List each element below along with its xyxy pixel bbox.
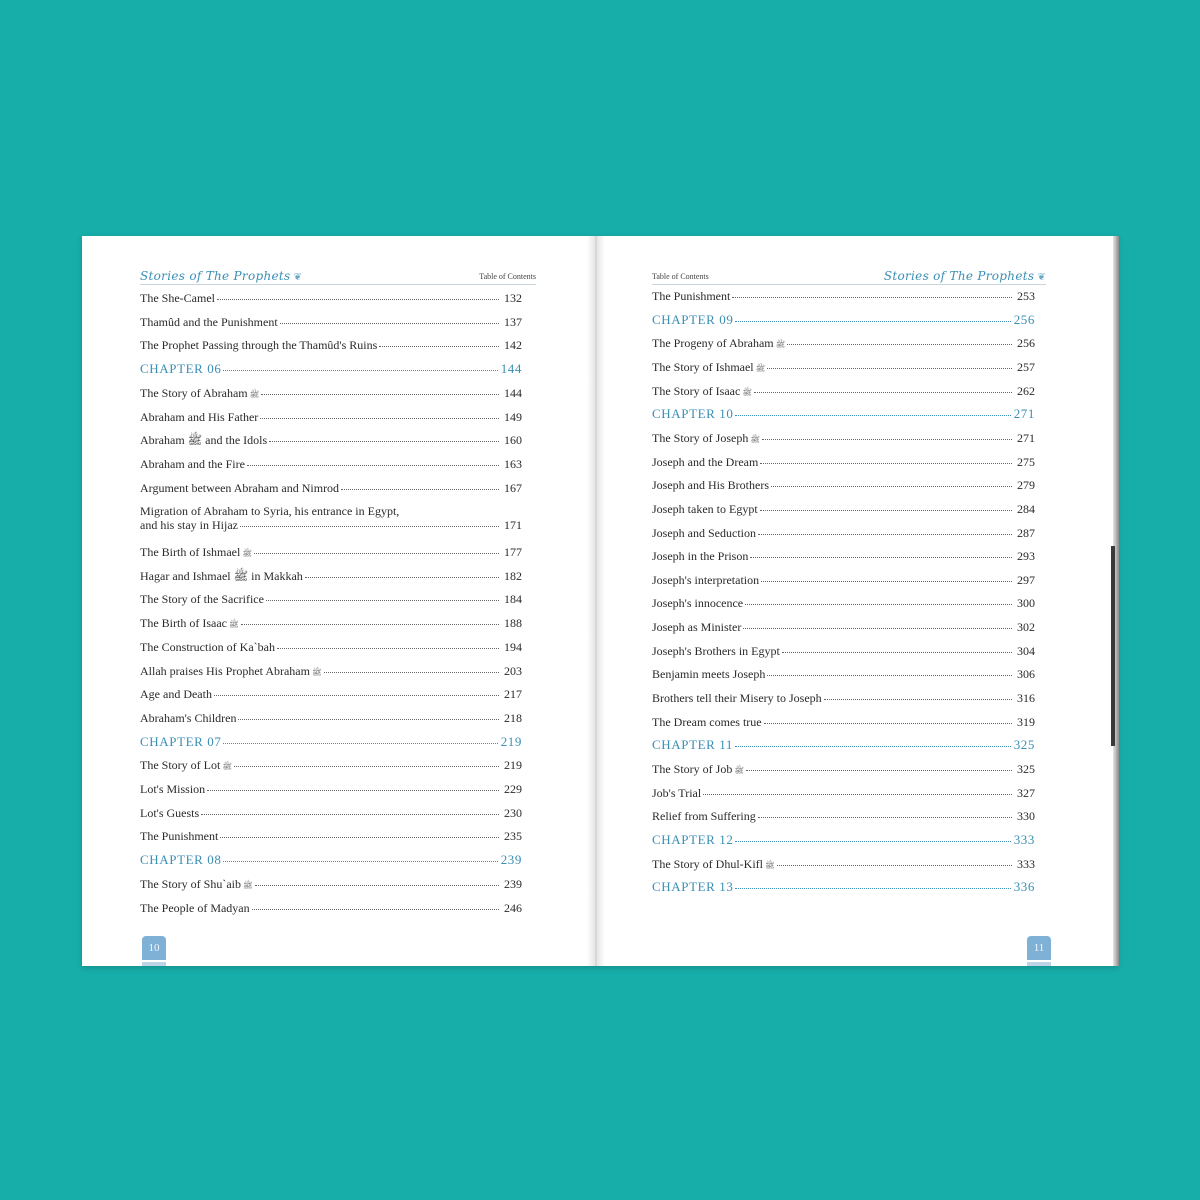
entry-title: The Progeny of Abraham	[652, 336, 774, 351]
toc-entry	[652, 478, 1035, 492]
dot-leader	[758, 817, 1012, 818]
entry-page-number: 257	[1017, 359, 1035, 374]
dot-leader	[782, 652, 1012, 653]
entry-title: The She-Camel	[140, 291, 215, 305]
entry-title: Migration of Abraham to Syria, his entrance in Egypt,	[140, 504, 400, 519]
dot-leader	[240, 526, 499, 527]
entry-page-number: 325	[1017, 762, 1035, 776]
dot-leader	[824, 699, 1012, 700]
entry-title: Joseph and Seduction	[652, 525, 756, 540]
entry-title: The Story of Ishmael	[652, 359, 754, 374]
dot-leader	[247, 465, 499, 466]
entry-page-number: 316	[1017, 691, 1035, 706]
toc-entry	[140, 410, 522, 424]
dot-leader	[735, 746, 1011, 747]
chapter-entry	[652, 407, 1035, 421]
entry-page-number: 279	[1017, 478, 1035, 493]
dot-leader	[220, 837, 499, 838]
honorific-mark: ﷺ	[750, 434, 760, 444]
entry-page-number: 132	[504, 291, 522, 305]
toc-entry	[652, 455, 1035, 469]
entry-title: Hagar and Ishmael ﷺ in Makkah	[140, 568, 303, 583]
toc-entry	[140, 291, 522, 305]
dot-leader	[767, 368, 1012, 369]
dot-leader	[255, 885, 499, 886]
entry-page-number: 253	[1017, 289, 1035, 303]
entry-page-number: 333	[1013, 831, 1035, 847]
honorific-mark: ﷺ	[734, 766, 744, 775]
toc-entry	[652, 857, 1035, 873]
honorific-mark: ﷺ	[243, 880, 253, 890]
dot-leader	[207, 790, 499, 791]
entry-page-number: 297	[1017, 572, 1035, 587]
entry-page-number: 293	[1017, 549, 1035, 564]
entry-title: CHAPTER 11	[652, 737, 733, 753]
dot-leader	[762, 439, 1012, 440]
entry-page-number: 325	[1013, 737, 1035, 753]
ornament-icon: ❦	[293, 272, 303, 283]
entry-page-number: 144	[500, 361, 522, 377]
toc-entry	[140, 806, 522, 820]
entry-page-number: 256	[1013, 311, 1035, 327]
dot-leader	[241, 624, 499, 625]
dot-leader	[341, 489, 499, 490]
toc-entry	[652, 762, 1035, 778]
entry-title: The Story of Dhul-Kifl	[652, 856, 763, 871]
entry-title: The Birth of Isaac	[140, 616, 227, 631]
toc-entry	[652, 809, 1035, 823]
toc-entry	[140, 338, 522, 352]
dot-leader	[252, 909, 499, 910]
entry-title: Joseph and His Brothers	[652, 478, 769, 493]
entry-title: The Story of Job	[652, 762, 733, 776]
entry-page-number: 262	[1017, 383, 1035, 398]
entry-page-number: 182	[504, 568, 522, 583]
entry-page-number: 160	[504, 433, 522, 448]
honorific-mark: ﷺ	[228, 620, 239, 630]
dot-leader	[266, 600, 499, 601]
toc-entry	[652, 667, 1035, 681]
entry-page-number: 327	[1017, 785, 1035, 800]
toc-entry	[652, 715, 1035, 729]
entry-page-number: 171	[504, 518, 522, 533]
honorific-mark: ﷺ	[775, 340, 786, 350]
dot-leader	[703, 794, 1012, 795]
entry-page-number: 184	[504, 592, 522, 607]
toc-entry	[140, 569, 522, 583]
entry-title: The Dream comes true	[652, 714, 762, 729]
entry-title: CHAPTER 08	[140, 852, 222, 868]
toc-entry	[140, 664, 522, 680]
entry-title: The Story of Abraham	[140, 385, 248, 400]
entry-title: Abraham and His Father	[140, 409, 259, 424]
dot-leader	[735, 841, 1010, 842]
dot-leader	[217, 299, 499, 300]
entry-title: Job's Trial	[652, 785, 702, 800]
entry-page-number: 149	[504, 409, 522, 424]
entry-page-number: 239	[500, 852, 522, 868]
entry-title: Benjamin meets Joseph	[652, 667, 766, 682]
dot-leader	[379, 346, 499, 347]
entry-title: Brothers tell their Misery to Joseph	[652, 691, 822, 706]
entry-title: Joseph's Brothers in Egypt	[652, 643, 780, 658]
entry-title: Joseph's innocence	[652, 596, 744, 611]
toc-entry	[652, 336, 1035, 352]
toc-entry	[652, 526, 1035, 540]
entry-title-continued: and his stay in Hijaz	[140, 518, 238, 533]
toc-entry	[140, 829, 522, 843]
entry-page-number: 203	[504, 663, 522, 678]
entry-title: Abraham ﷺ and the Idols	[140, 433, 268, 448]
entry-title: The Story of Lot	[140, 758, 221, 773]
dot-leader	[758, 534, 1012, 535]
toc-entry	[140, 877, 522, 893]
left-header-label: Table of Contents	[479, 272, 536, 281]
chapter-entry	[140, 362, 522, 376]
dot-leader	[735, 888, 1010, 889]
entry-title: The Story of Shu`aib	[140, 876, 241, 891]
dot-leader	[234, 766, 499, 767]
dot-leader	[764, 723, 1012, 724]
entry-title: The Story of the Sacrifice	[140, 592, 264, 607]
chapter-entry	[140, 853, 522, 867]
honorific-mark: ﷺ	[242, 549, 252, 558]
honorific-mark: ﷺ	[742, 387, 752, 397]
entry-title: Joseph in the Prison	[652, 549, 749, 564]
entry-page-number: 229	[504, 782, 522, 796]
dot-leader	[735, 321, 1010, 322]
chapter-entry	[652, 880, 1035, 894]
entry-title: The Construction of Ka`bah	[140, 639, 275, 654]
honorific-mark: ﷺ	[755, 363, 766, 373]
toc-entry	[652, 360, 1035, 376]
toc-entry	[140, 545, 522, 561]
entry-title: The Prophet Passing through the Thamûd's Ruins	[140, 338, 378, 353]
honorific-mark: ﷺ	[311, 667, 322, 677]
entry-page-number: 235	[504, 829, 522, 844]
entry-title: The Story of Joseph	[652, 430, 749, 445]
honorific-mark: ﷺ	[222, 762, 232, 772]
entry-title: Allah praises His Prophet Abraham	[140, 663, 310, 678]
right-toc-list	[594, 236, 1118, 966]
entry-page-number: 188	[504, 616, 522, 631]
entry-title: Abraham's Children	[140, 710, 237, 725]
toc-entry	[140, 433, 522, 447]
entry-page-number: 306	[1017, 667, 1035, 682]
toc-entry	[140, 457, 522, 471]
right-header-label: Table of Contents	[652, 272, 709, 281]
honorific-mark: ﷺ	[249, 389, 260, 399]
toc-entry	[652, 431, 1035, 447]
entry-title: Lot's Guests	[140, 805, 200, 820]
entry-page-number: 246	[504, 900, 522, 915]
dot-leader	[260, 418, 499, 419]
entry-page-number: 304	[1017, 643, 1035, 658]
open-book	[82, 236, 1118, 966]
entry-title: Joseph as Minister	[652, 620, 742, 635]
left-brand-text: Stories of The Prophets	[140, 269, 291, 283]
entry-title: Relief from Suffering	[652, 809, 756, 824]
entry-title: Lot's Mission	[140, 782, 206, 796]
entry-page-number: 271	[1013, 406, 1035, 422]
dot-leader	[201, 814, 499, 815]
dot-leader	[277, 648, 499, 649]
dot-leader	[261, 394, 499, 395]
toc-entry	[140, 687, 522, 701]
entry-page-number: 137	[504, 314, 522, 329]
entry-page-number: 219	[504, 758, 522, 773]
chapter-entry	[652, 738, 1035, 752]
toc-entry	[652, 691, 1035, 705]
dot-leader	[777, 865, 1012, 866]
entry-title: The Birth of Ishmael	[140, 545, 241, 559]
dot-leader	[214, 695, 499, 696]
entry-title: CHAPTER 13	[652, 879, 734, 895]
entry-page-number: 333	[1017, 856, 1035, 871]
entry-page-number: 284	[1017, 501, 1035, 516]
right-page-number: 11	[1027, 936, 1051, 960]
dot-leader	[223, 743, 497, 744]
dot-leader	[760, 510, 1012, 511]
entry-title: The People of Madyan	[140, 900, 250, 915]
left-toc-list	[82, 236, 594, 966]
toc-entry	[140, 616, 522, 632]
entry-page-number: 142	[504, 338, 522, 353]
entry-title: The Story of Isaac	[652, 383, 741, 398]
dot-leader	[760, 463, 1012, 464]
toc-entry	[140, 782, 522, 796]
dot-leader	[761, 581, 1012, 582]
entry-title: Abraham and the Fire	[140, 456, 245, 471]
entry-page-number: 163	[504, 456, 522, 471]
entry-title: Joseph's interpretation	[652, 572, 760, 587]
toc-entry	[140, 481, 522, 495]
chapter-entry	[652, 833, 1035, 847]
dot-leader	[732, 297, 1012, 298]
toc-entry	[652, 289, 1035, 303]
entry-title: Argument between Abraham and Nimrod	[140, 480, 340, 495]
entry-title: The Punishment	[140, 829, 219, 844]
entry-title: CHAPTER 07	[140, 733, 222, 749]
toc-entry	[652, 549, 1035, 563]
entry-title: CHAPTER 06	[140, 361, 222, 377]
chapter-entry	[140, 735, 522, 749]
dot-leader	[750, 557, 1012, 558]
dot-leader	[767, 675, 1012, 676]
entry-title: CHAPTER 10	[652, 406, 734, 422]
toc-entry	[652, 620, 1035, 634]
dot-leader	[787, 344, 1012, 345]
dot-leader	[223, 370, 497, 371]
toc-entry	[652, 786, 1035, 800]
dot-leader	[269, 441, 499, 442]
toc-entry	[652, 644, 1035, 658]
entry-page-number: 275	[1017, 454, 1035, 469]
dot-leader	[746, 770, 1012, 771]
dot-leader	[280, 323, 499, 324]
honorific-mark: ﷺ	[764, 860, 775, 870]
entry-title: Joseph taken to Egypt	[652, 501, 758, 516]
entry-page-number: 300	[1017, 596, 1035, 611]
entry-page-number: 217	[504, 687, 522, 702]
entry-page-number: 271	[1017, 430, 1035, 445]
dot-leader	[735, 415, 1010, 416]
toc-entry	[140, 315, 522, 329]
dot-leader	[324, 672, 499, 673]
entry-page-number: 336	[1013, 879, 1035, 895]
toc-entry	[652, 573, 1035, 587]
dot-leader	[305, 577, 499, 578]
toc-entry	[140, 901, 522, 915]
toc-entry	[140, 711, 522, 725]
left-page-number: 10	[142, 936, 166, 960]
entry-title: Joseph and the Dream	[652, 454, 759, 469]
toc-entry	[140, 504, 522, 532]
entry-page-number: 167	[504, 480, 522, 495]
entry-page-number: 256	[1017, 336, 1035, 351]
page-edge-shadow	[1111, 546, 1115, 746]
toc-entry	[652, 384, 1035, 400]
right-page	[594, 236, 1118, 966]
toc-entry	[140, 640, 522, 654]
entry-line-2	[140, 518, 522, 532]
entry-page-number: 330	[1017, 809, 1035, 824]
entry-page-number: 219	[500, 733, 522, 749]
entry-title: The Punishment	[652, 289, 731, 303]
toc-entry	[652, 502, 1035, 516]
right-brand-text: Stories of The Prophets	[883, 269, 1035, 283]
entry-page-number: 239	[504, 876, 522, 891]
toc-entry	[140, 386, 522, 402]
entry-page-number: 302	[1017, 620, 1035, 635]
dot-leader	[743, 628, 1012, 629]
entry-page-number: 287	[1017, 525, 1035, 540]
toc-entry	[140, 758, 522, 774]
entry-page-number: 218	[504, 710, 522, 725]
entry-title: Thamûd and the Punishment	[140, 314, 278, 329]
chapter-entry	[652, 313, 1035, 327]
entry-page-number: 230	[504, 805, 522, 820]
ornament-icon: ❦	[1037, 272, 1046, 283]
dot-leader	[223, 861, 497, 862]
entry-page-number: 194	[504, 639, 522, 654]
entry-title: Age and Death	[140, 687, 212, 702]
dot-leader	[254, 553, 499, 554]
entry-title: CHAPTER 12	[652, 831, 734, 847]
entry-page-number: 177	[504, 545, 522, 559]
entry-page-number: 319	[1017, 714, 1035, 729]
entry-title: CHAPTER 09	[652, 311, 734, 327]
dot-leader	[238, 719, 499, 720]
toc-entry	[140, 592, 522, 606]
dot-leader	[745, 604, 1012, 605]
dot-leader	[754, 392, 1012, 393]
entry-page-number: 144	[504, 385, 522, 400]
left-page	[82, 236, 594, 966]
toc-entry	[652, 596, 1035, 610]
dot-leader	[771, 486, 1012, 487]
